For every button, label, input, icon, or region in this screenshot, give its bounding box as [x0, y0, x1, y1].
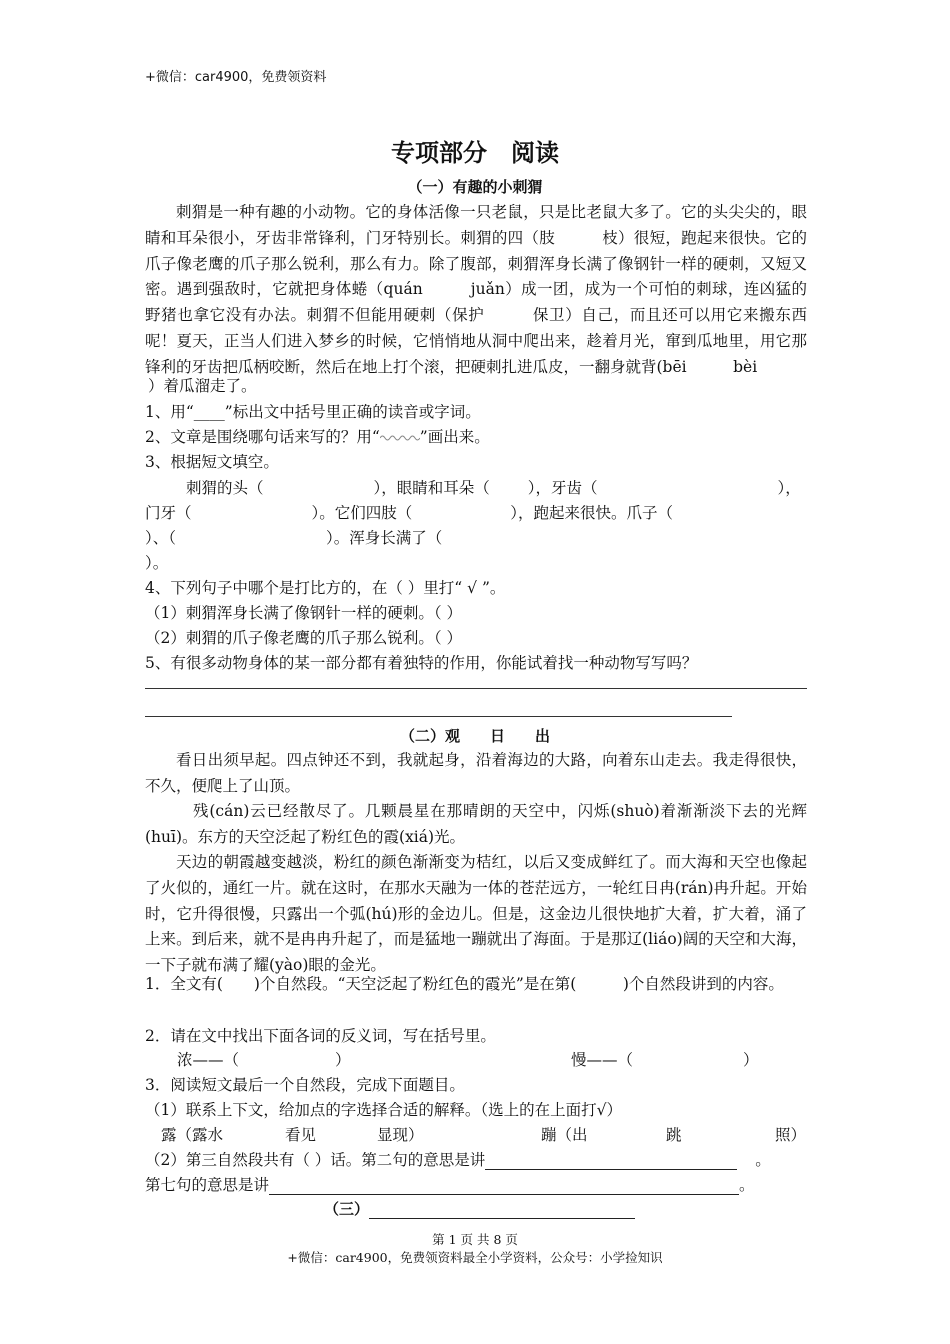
s2-q3-2-seventh-end: 。 [739, 1176, 755, 1194]
s1-q3-claws: ），跑起来很快。爪子（ [510, 504, 674, 522]
footer-note: +微信：car4900，免费领资料最全小学资料，公众号：小学捡知识 [287, 1250, 663, 1265]
s1-q3-line-2 [145, 501, 673, 523]
s1-q3-eyes: ），眼睛和耳朵（ [373, 479, 490, 497]
s2-question-2: 2．请在文中找出下面各词的反义词，写在括号里。 [145, 1027, 496, 1045]
s1-answer-line-1 [145, 688, 807, 689]
s2-q3-2-seventh: 第七句的意思是讲 [145, 1176, 270, 1194]
section1-title: （一）有趣的小刺猬 [407, 178, 543, 196]
page-number: 第 1 页 共 8 页 [432, 1232, 518, 1247]
s1-q4-option-1: （1）刺猬浑身长满了像钢针一样的硬刺。（ ） [145, 604, 463, 622]
s2-q3-2-seventh-answer-line [269, 1178, 739, 1195]
s2-paragraph-2: 残(cán)云已经散尽了。几颗晨星在那晴朗的天空中，闪烁(shuò)着渐渐淡下去的光辉(huī)。东方的天空泛起了粉红色的霞(xiá)光。 [145, 802, 807, 846]
s1-q3-line-4: ）。 [145, 554, 169, 572]
s2-q3-beng-jump: 跳 [666, 1126, 682, 1144]
section1-passage-end: ）着瓜溜走了。 [148, 377, 257, 395]
s1-q3-head: 刺猬的头（ [186, 479, 264, 497]
s1-question-2 [145, 425, 490, 447]
s1-question-5: 5、有很多动物身体的某一部分都有着独特的作用，你能试着找一种动物写写吗？ [145, 654, 698, 672]
s1-q3-body: ）。浑身长满了（ [326, 529, 443, 547]
s1-q3-line-1 [186, 476, 801, 498]
s2-paragraph-3: 天边的朝霞越变越淡，粉红的颜色渐渐变为桔红，以后又变成鲜红了。而大海和天空也像起了火似的，通红一片。就在这时，在那水天融为一体的苍茫远方，一轮红日冉(rán)冉升起。开始时，它升得很慢，只露出一个弧(hú)形的金边儿。但是，这金边儿很快地扩大着，扩大着，涌了上来。到后来，就不是冉冉升起了，而是猛地一蹦就出了海面。于是那辽(liáo)阔的天空和大海，一下子就布满了耀(yào)眼的金光。 [145, 853, 807, 975]
section1-passage-text: 刺猬是一种有趣的小动物。它的身体活像一只老鼠，只是比老鼠大多了。它的头尖尖的，眼睛和耳朵很小，牙齿非常锋利，门牙特别长。刺猬的四（肢 枝）很短，跑起来很快。它的爪子像老鹰的爪子那么锐利，那么有力。除了腹部，刺猬浑身长满了像钢针一样的硬刺，又短又密。遇到强敌时，它就把身体蜷（quán juǎn）成一团，成为一个可怕的刺球，连凶猛的野猪也拿它没有办法。刺猬不但能用硬刺（保护 保卫）自己，而且还可以用它来搬东西呢！夏天，正当人们进入梦乡的时候，它悄悄地从洞中爬出来，趁着月光，窜到瓜地里，用它那锋利的牙齿把瓜柄咬断，然后在地上打个滚，把硬刺扎进瓜皮，一翻身就背(bēi bèi [145, 203, 807, 376]
header-note: +微信：car4900，免费领资料 [145, 70, 327, 85]
s1-q3-claws-2: ）、（ [145, 529, 177, 547]
s1-q3-teeth-end: ）， [777, 479, 801, 497]
s1-question-3: 3、根据短文填空。 [145, 453, 279, 471]
section1-passage [145, 200, 807, 381]
s2-q3-part-2-line-2 [145, 1173, 755, 1195]
s2-question-3: 3．阅读短文最后一个自然段，完成下面题目。 [145, 1076, 465, 1094]
s2-q2-thick-end: ） [335, 1051, 351, 1069]
s2-q2-slow: 慢——（ [571, 1051, 634, 1069]
s1-q4-option-2: （2）刺猬的爪子像老鹰的爪子那么锐利。（ ） [145, 629, 463, 647]
s2-q3-beng-out: 蹦（出 [541, 1126, 588, 1144]
s2-q2-pair-b [571, 1048, 759, 1070]
s1-answer-line-2 [145, 716, 732, 717]
s2-q3-part-1: （1）联系上下文，给加点的字选择合适的解释。（选上的在上面打√） [145, 1101, 622, 1119]
page-title: 专项部分 阅读 [391, 139, 559, 167]
s2-q3-beng-shine: 照） [775, 1126, 807, 1144]
s1-question-1: 1、用“____”标出文中括号里正确的读音或字词。 [145, 403, 481, 421]
s2-paragraph-1: 看日出须早起。四点钟还不到，我就起身，沿着海边的大路，向着东山走去。我走得很快，不久，便爬上了山顶。 [145, 751, 807, 795]
s2-q3-lu-appear: 显现） [377, 1126, 424, 1144]
s2-q2-thick: 浓——（ [177, 1051, 240, 1069]
s2-q3-2-answer-line [485, 1153, 737, 1170]
s1-q2-part-a: 2、文章是围绕哪句话来写的？用“ [145, 428, 380, 446]
s1-q3-line-3 [145, 526, 442, 548]
s2-q2-slow-end: ） [743, 1051, 759, 1069]
section3-title-blank [369, 1202, 635, 1219]
s2-q3-2-end: 。 [755, 1151, 771, 1169]
wavy-underline-icon [380, 433, 420, 443]
section3-title-text: （三） [324, 1200, 370, 1218]
s1-question-4: 4、下列句子中哪个是打比方的，在（ ）里打“ √ ”。 [145, 579, 506, 597]
s2-q3-part-2 [145, 1148, 771, 1170]
s1-q2-part-b: ”画出来。 [419, 428, 490, 446]
s1-q3-limbs: ）。它们四肢（ [311, 504, 413, 522]
s2-q3-lu-see: 看见 [285, 1126, 317, 1144]
section2-title: （二）观 日 出 [399, 727, 550, 745]
s2-q2-pair-a [177, 1048, 351, 1070]
s1-q3-teeth: ），牙齿（ [527, 479, 598, 497]
s1-q3-front-teeth: 门牙（ [145, 504, 192, 522]
s2-q3-2-text: （2）第三自然段共有（ ）话。第二句的意思是讲 [145, 1151, 486, 1169]
s2-q3-lu-dew: 露（露水 [161, 1126, 224, 1144]
section3-title [324, 1198, 635, 1219]
s2-question-1: 1．全文有( )个自然段。“天空泛起了粉红色的霞光”是在第( )个自然段讲到的内容。 [145, 975, 784, 993]
